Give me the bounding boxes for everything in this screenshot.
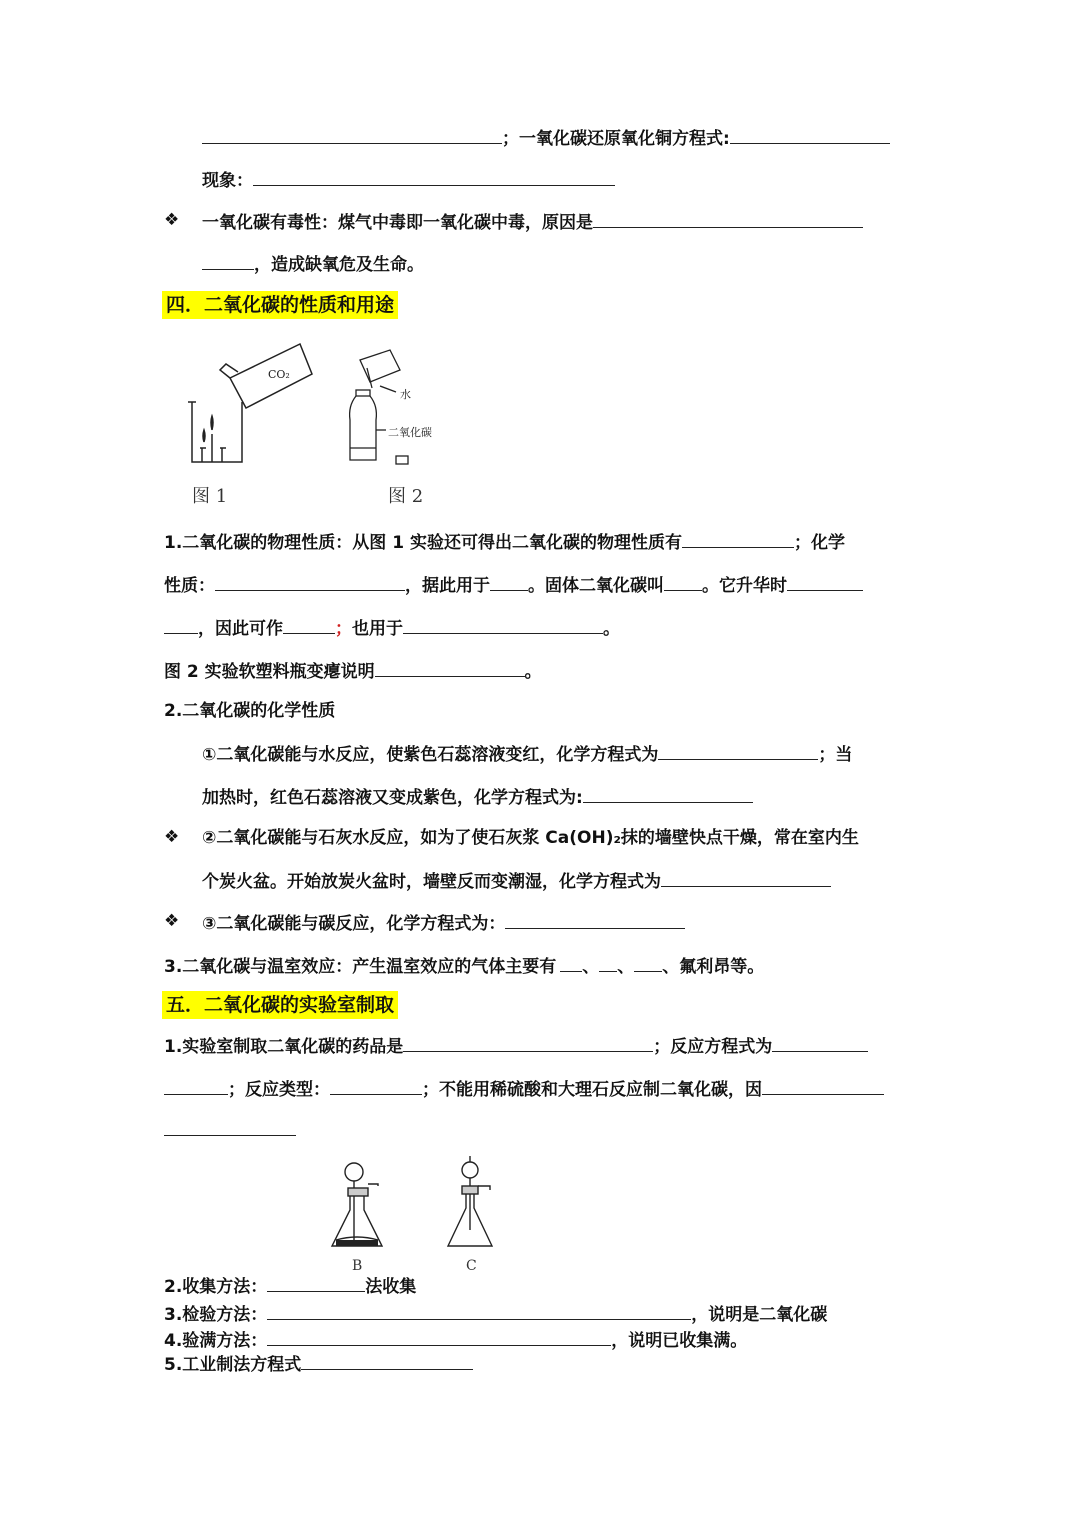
answer-blank <box>772 1034 868 1052</box>
answer-blank <box>267 1328 611 1346</box>
fig2-plastic-bottle <box>350 350 408 464</box>
co2-water-reaction-line: ①二氧化碳能与水反应，使紫色石蕊溶液变红，化学方程式为 ；当 <box>202 742 852 766</box>
answer-blank <box>599 954 617 972</box>
marble-chips <box>336 1240 378 1246</box>
co2-label: CO₂ <box>268 368 290 381</box>
answer-blank <box>682 530 794 548</box>
bullet-icon: ❖ <box>164 827 180 847</box>
industrial-method-line: 5.工业制法方程式 <box>164 1352 473 1376</box>
lab-apparatus-figures <box>320 1150 520 1280</box>
answer-blank <box>505 911 685 929</box>
answer-blank <box>787 573 863 591</box>
full-check-method-line: 4.验满方法： ，说明已收集满。 <box>164 1328 747 1352</box>
fig2-explanation-line: 图 2 实验软塑料瓶变瘪说明 。 <box>164 659 542 683</box>
answer-blank <box>164 1118 296 1136</box>
answer-blank <box>403 616 603 634</box>
answer-blank <box>490 573 528 591</box>
co-reduction-line: ；一氧化碳还原氧化铜方程式: <box>202 126 890 150</box>
greenhouse-effect-line: 3.二氧化碳与温室效应：产生温室效应的气体主要有 、 、 、氟利昂等。 <box>164 954 764 978</box>
co2-chemical-properties-line: 性质： ，据此用于 。固体二氧化碳叫 。它升华时 <box>164 573 863 597</box>
answer-blank <box>583 785 753 803</box>
answer-blank <box>202 126 502 144</box>
answer-blank <box>762 1077 884 1095</box>
apparatus-b-flask <box>332 1163 382 1246</box>
reason-continuation-line <box>164 1118 296 1142</box>
water-label: 水 <box>400 388 411 401</box>
co2-uses-line: ，因此可作 ；也用于 。 <box>164 616 620 640</box>
bullet-icon: ❖ <box>164 210 180 230</box>
apparatus-c-label: C <box>466 1258 477 1274</box>
test-method-line: 3.检验方法： ，说明是二氧化碳 <box>164 1302 827 1326</box>
answer-blank <box>202 252 254 270</box>
answer-blank <box>375 659 525 677</box>
answer-blank <box>330 1077 422 1095</box>
answer-blank <box>283 616 335 634</box>
answer-blank <box>634 954 662 972</box>
answer-blank <box>664 573 702 591</box>
reaction-type-line: ；反应类型： ；不能用稀硫酸和大理石反应制二氧化碳，因 <box>164 1077 884 1101</box>
phenomenon-line: 现象： <box>202 168 615 192</box>
fig1-beaker-diagram <box>188 402 242 462</box>
collection-method-line: 2.收集方法： 法收集 <box>164 1274 416 1298</box>
answer-blank <box>730 126 890 144</box>
answer-blank <box>560 954 582 972</box>
bullet-icon: ❖ <box>164 911 180 931</box>
fig1-caption: 图 1 <box>192 486 228 507</box>
co-toxicity-line: 一氧化碳有毒性：煤气中毒即一氧化碳中毒，原因是 <box>202 210 863 234</box>
answer-blank <box>164 1077 228 1095</box>
co2-limewater-line: ②二氧化碳能与石灰水反应，如为了使石灰浆 Ca(OH)₂抹的墙壁快点干燥，常在室内生 <box>202 828 859 848</box>
answer-blank <box>593 210 863 228</box>
section-heading-co2-properties: 四．二氧化碳的性质和用途 <box>162 291 398 319</box>
apparatus-b-label: B <box>352 1258 363 1274</box>
fig1-co2-bottle <box>220 344 312 408</box>
answer-blank <box>403 1034 653 1052</box>
answer-blank <box>658 742 818 760</box>
chemical-properties-title: 2.二氧化碳的化学性质 <box>164 701 336 721</box>
answer-blank <box>267 1274 365 1292</box>
co2-bottle-label: 二氧化碳 <box>388 426 432 439</box>
charcoal-basin-line: 个炭火盆。开始放炭火盆时，墙壁反而变潮湿，化学方程式为 <box>202 869 831 893</box>
fig2-caption: 图 2 <box>388 486 424 507</box>
answer-blank <box>267 1302 691 1320</box>
answer-blank <box>253 168 615 186</box>
co2-carbon-reaction-line: ③二氧化碳能与碳反应，化学方程式为： <box>202 911 685 935</box>
co-toxicity-tail: ，造成缺氧危及生命。 <box>202 252 424 276</box>
heating-reaction-line: 加热时，红色石蕊溶液又变成紫色，化学方程式为: <box>202 785 753 809</box>
section-heading-co2-lab-prep: 五．二氧化碳的实验室制取 <box>162 991 398 1019</box>
co2-experiment-figures <box>160 330 450 515</box>
answer-blank <box>164 616 198 634</box>
lab-reagents-line: 1.实验室制取二氧化碳的药品是 ；反应方程式为 <box>164 1034 868 1058</box>
apparatus-c-flask <box>448 1156 492 1246</box>
answer-blank <box>215 573 405 591</box>
answer-blank <box>301 1352 473 1370</box>
answer-blank <box>661 869 831 887</box>
co2-physical-properties-line: 1.二氧化碳的物理性质：从图 1 实验还可得出二氧化碳的物理性质有 ；化学 <box>164 530 845 554</box>
